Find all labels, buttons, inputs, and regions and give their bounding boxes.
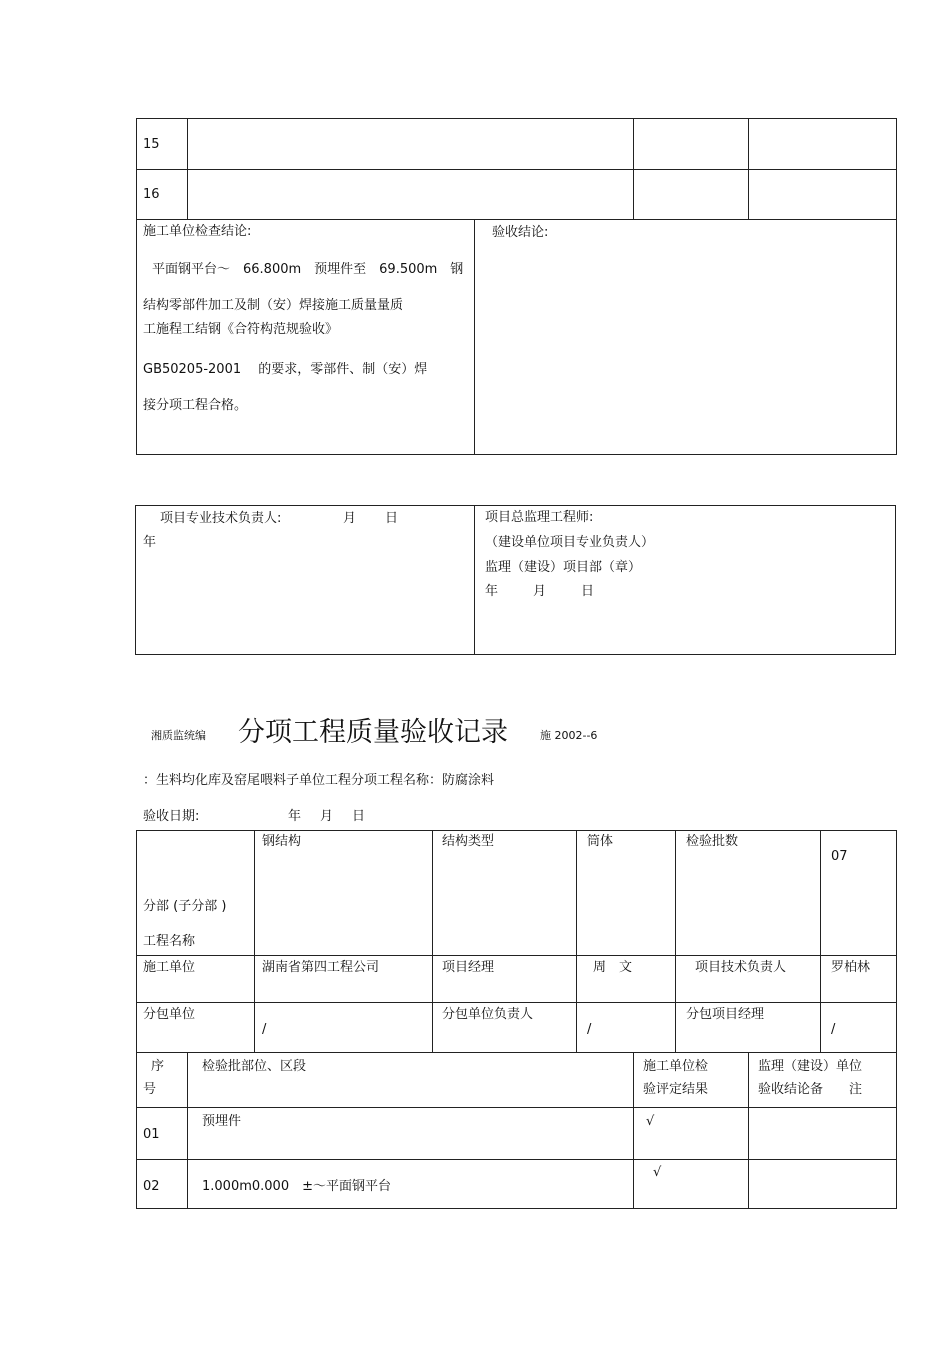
col-divider	[820, 830, 821, 1053]
contractor-value: 湖南省第四工程公司	[262, 960, 380, 975]
month-label: 月	[343, 511, 357, 526]
page-title: 分项工程质量验收记录	[238, 717, 508, 748]
col-divider	[187, 118, 188, 219]
division-name-label: 分部 (子分部 )	[143, 899, 227, 914]
acceptance-date-label: 验收日期:	[143, 809, 200, 824]
batch-count-value: 07	[831, 849, 848, 864]
supervision-dept-label: 监理（建设）项目部（章）	[485, 560, 642, 575]
col-divider	[748, 118, 749, 219]
date-day: 日	[352, 809, 366, 824]
col-divider	[432, 830, 433, 1053]
row-result: √	[646, 1114, 655, 1129]
structure-type-value: 筒体	[587, 834, 614, 849]
project-manager-value: 周 文	[593, 960, 633, 975]
owner-responsible-label: （建设单位项目专业负责人）	[485, 535, 655, 550]
col-divider	[675, 830, 676, 1053]
conclusion-text-line: 结构零部件加工及制（安）焊接施工质量量质	[143, 298, 404, 313]
sub-pm-value: /	[831, 1022, 836, 1037]
col-divider	[633, 1052, 634, 1209]
subcontractor-value: /	[262, 1022, 267, 1037]
date-month: 月	[320, 809, 334, 824]
col-divider	[187, 1052, 188, 1209]
col-divider	[633, 118, 634, 219]
col-divider	[576, 830, 577, 1053]
division-name-label: 工程名称	[143, 934, 196, 949]
row-divider	[136, 169, 897, 170]
row-divider	[136, 955, 897, 956]
sub-responsible-label: 分包单位负责人	[442, 1007, 534, 1022]
day-label: 日	[581, 584, 595, 599]
col-header-supervision: 监理（建设）单位	[758, 1059, 863, 1074]
structure-type-label: 结构类型	[442, 834, 495, 849]
row-divider	[136, 1002, 897, 1003]
sub-responsible-value: /	[587, 1022, 592, 1037]
col-header-supervision: 验收结论备 注	[758, 1082, 863, 1097]
col-header-eval: 验评定结果	[643, 1082, 709, 1097]
col-divider	[474, 505, 475, 655]
year-label: 年	[485, 584, 499, 599]
conclusion-text-line: 工施程工结钢《合符构范规验收》	[143, 322, 339, 337]
form-code: 湘质监统编	[151, 729, 206, 742]
row-divider	[136, 1159, 897, 1160]
col-divider	[254, 830, 255, 1053]
row-location: 1.000m0.000 ±～平面钢平台	[202, 1179, 391, 1194]
conclusion-text-line: GB50205-2001 的要求，零部件、制（安）焊	[143, 362, 428, 377]
subcontractor-label: 分包单位	[143, 1007, 196, 1022]
row-divider	[136, 1107, 897, 1108]
conclusion-text-line: 接分项工程合格。	[143, 398, 248, 413]
day-label: 日	[385, 511, 399, 526]
row-result: √	[653, 1165, 662, 1180]
month-label: 月	[533, 584, 547, 599]
col-header-eval: 施工单位检	[643, 1059, 709, 1074]
row-number: 02	[143, 1179, 160, 1194]
date-year: 年	[288, 809, 302, 824]
row-number: 01	[143, 1127, 160, 1142]
chief-supervisor-label: 项目总监理工程师:	[485, 510, 594, 525]
contractor-label: 施工单位	[143, 960, 196, 975]
sub-pm-label: 分包项目经理	[686, 1007, 765, 1022]
row-location: 预埋件	[202, 1114, 242, 1129]
batch-count-label: 检验批数	[686, 834, 739, 849]
signature-table	[135, 505, 896, 655]
acceptance-conclusion-label: 验收结论:	[492, 225, 549, 240]
conclusion-text-line: 平面钢平台～ 66.800m 预埋件至 69.500m 钢	[152, 262, 464, 277]
project-line: ：生料均化库及窑尾喂料子单位工程分项工程名称：防腐涂料	[143, 773, 495, 788]
year-label: 年	[143, 535, 157, 550]
division-name-value: 钢结构	[262, 834, 302, 849]
project-manager-label: 项目经理	[442, 960, 495, 975]
tech-lead-value: 罗柏林	[831, 960, 871, 975]
row-divider	[136, 219, 897, 220]
tech-lead-label: 项目专业技术负责人:	[160, 511, 282, 526]
construction-conclusion-label: 施工单位检查结论:	[143, 224, 252, 239]
row-number: 16	[143, 187, 160, 202]
col-divider	[748, 1052, 749, 1209]
form-number: 施 2002--6	[540, 729, 598, 742]
col-header-num: 序	[151, 1059, 165, 1074]
col-header-location: 检验批部位、区段	[202, 1059, 307, 1074]
row-number: 15	[143, 137, 160, 152]
col-header-num: 号	[143, 1082, 157, 1097]
col-divider	[474, 219, 475, 455]
tech-lead-label: 项目技术负责人	[695, 960, 787, 975]
